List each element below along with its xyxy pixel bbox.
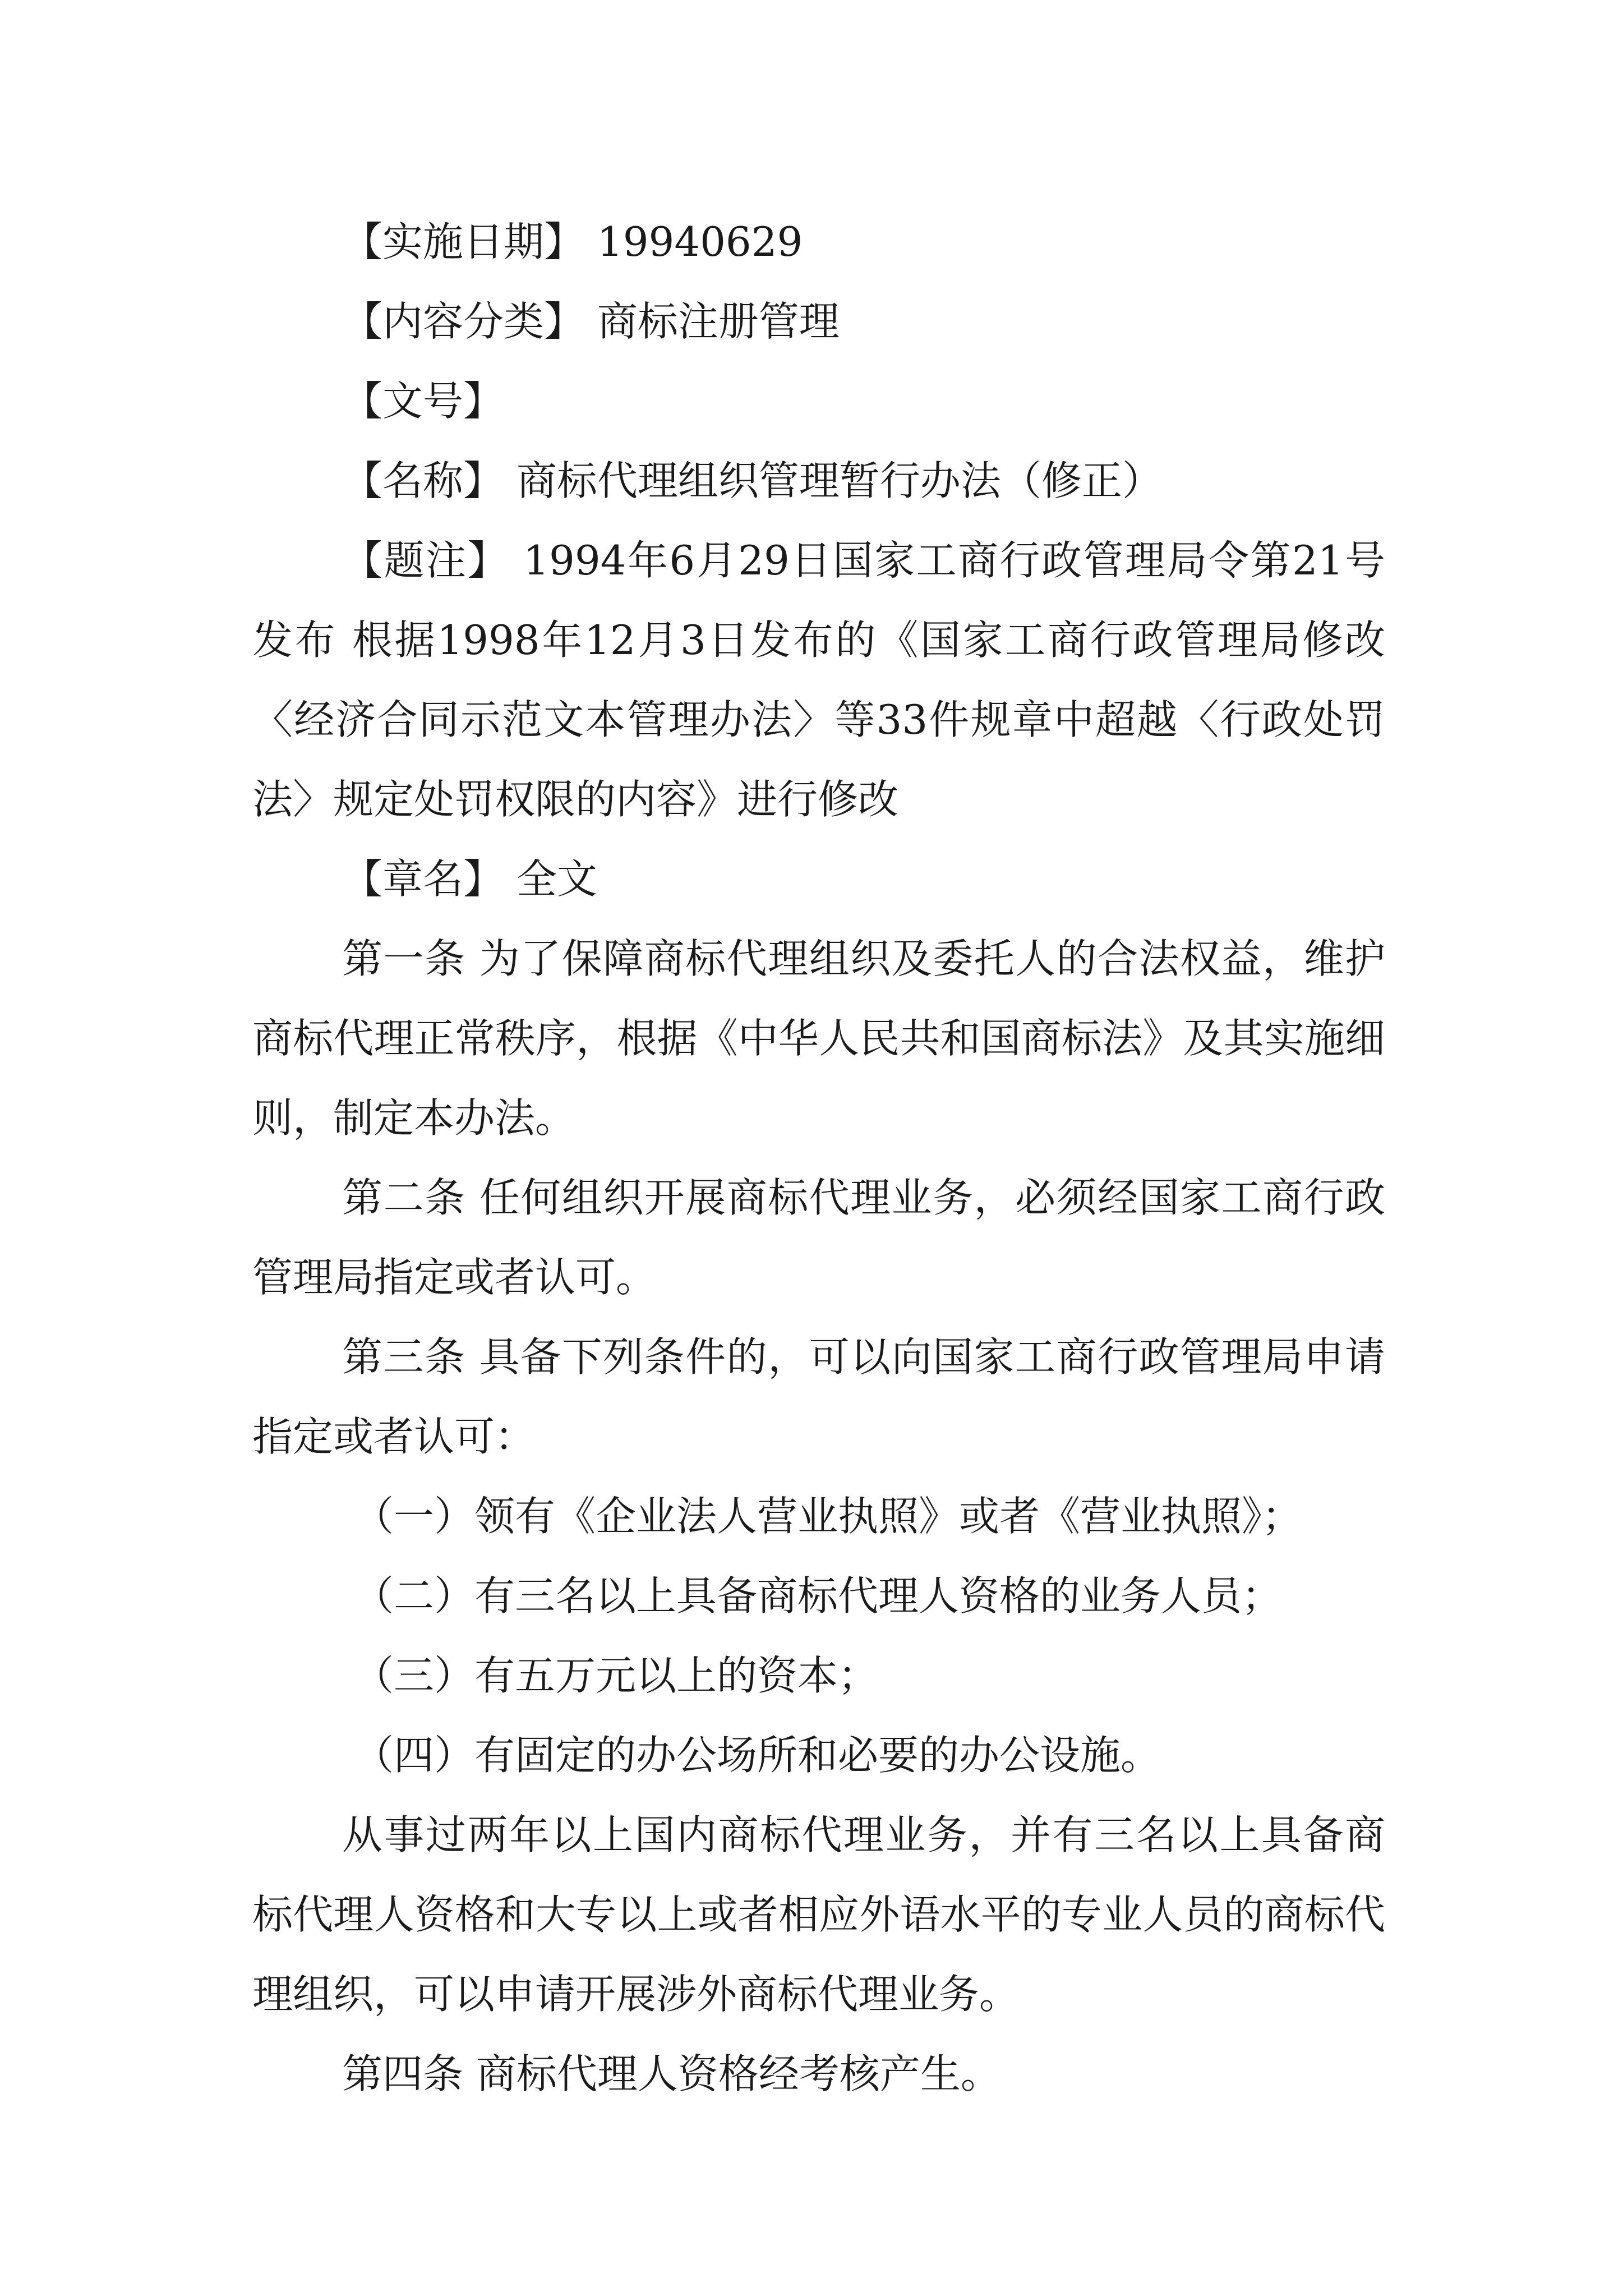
implementation-date: 【实施日期】 19940629 <box>342 218 803 265</box>
document-number: 【文号】 <box>342 378 504 425</box>
article-3-item-4: （四）有固定的办公场所和必要的办公设施。 <box>353 1732 1161 1779</box>
article-3-supplement: 从事过两年以上国内商标代理业务，并有三名以上具备商标代理人资格和大专以上或者相应外语水平的专业人员的商标代理组织，可以申请开展涉外商标代理业务。 <box>252 1811 1385 2018</box>
document-body <box>252 202 1385 2114</box>
article-3-item-2: （二）有三名以上具备商标代理人资格的业务人员； <box>353 1572 1283 1619</box>
document-title: 【名称】 商标代理组织管理暂行办法（修正） <box>342 457 1163 504</box>
article-1: 第一条 为了保障商标代理组织及委托人的合法权益，维护商标代理正常秩序，根据《中华人民共和国商标法》及其实施细则，制定本办法。 <box>252 935 1385 1142</box>
content-category: 【内容分类】 商标注册管理 <box>342 298 840 345</box>
article-3-item-3: （三）有五万元以上的资本； <box>353 1652 879 1699</box>
title-note: 【题注】 1994年6月29日国家工商行政管理局令第21号发布 根据1998年12月3日发布的《国家工商行政管理局修改〈经济合同示范文本管理办法〉等33件规章中超越〈行政处罚法〉规定处罚权限的内容》进行修改 <box>252 537 1385 823</box>
article-3: 第三条 具备下列条件的，可以向国家工商行政管理局申请指定或者认可： <box>252 1333 1385 1460</box>
article-2: 第二条 任何组织开展商标代理业务，必须经国家工商行政管理局指定或者认可。 <box>252 1174 1385 1301</box>
article-3-item-1: （一）领有《企业法人营业执照》或者《营业执照》； <box>353 1493 1303 1540</box>
article-4: 第四条 商标代理人资格经考核产生。 <box>342 2050 1001 2097</box>
chapter-name: 【章名】 全文 <box>342 855 597 903</box>
